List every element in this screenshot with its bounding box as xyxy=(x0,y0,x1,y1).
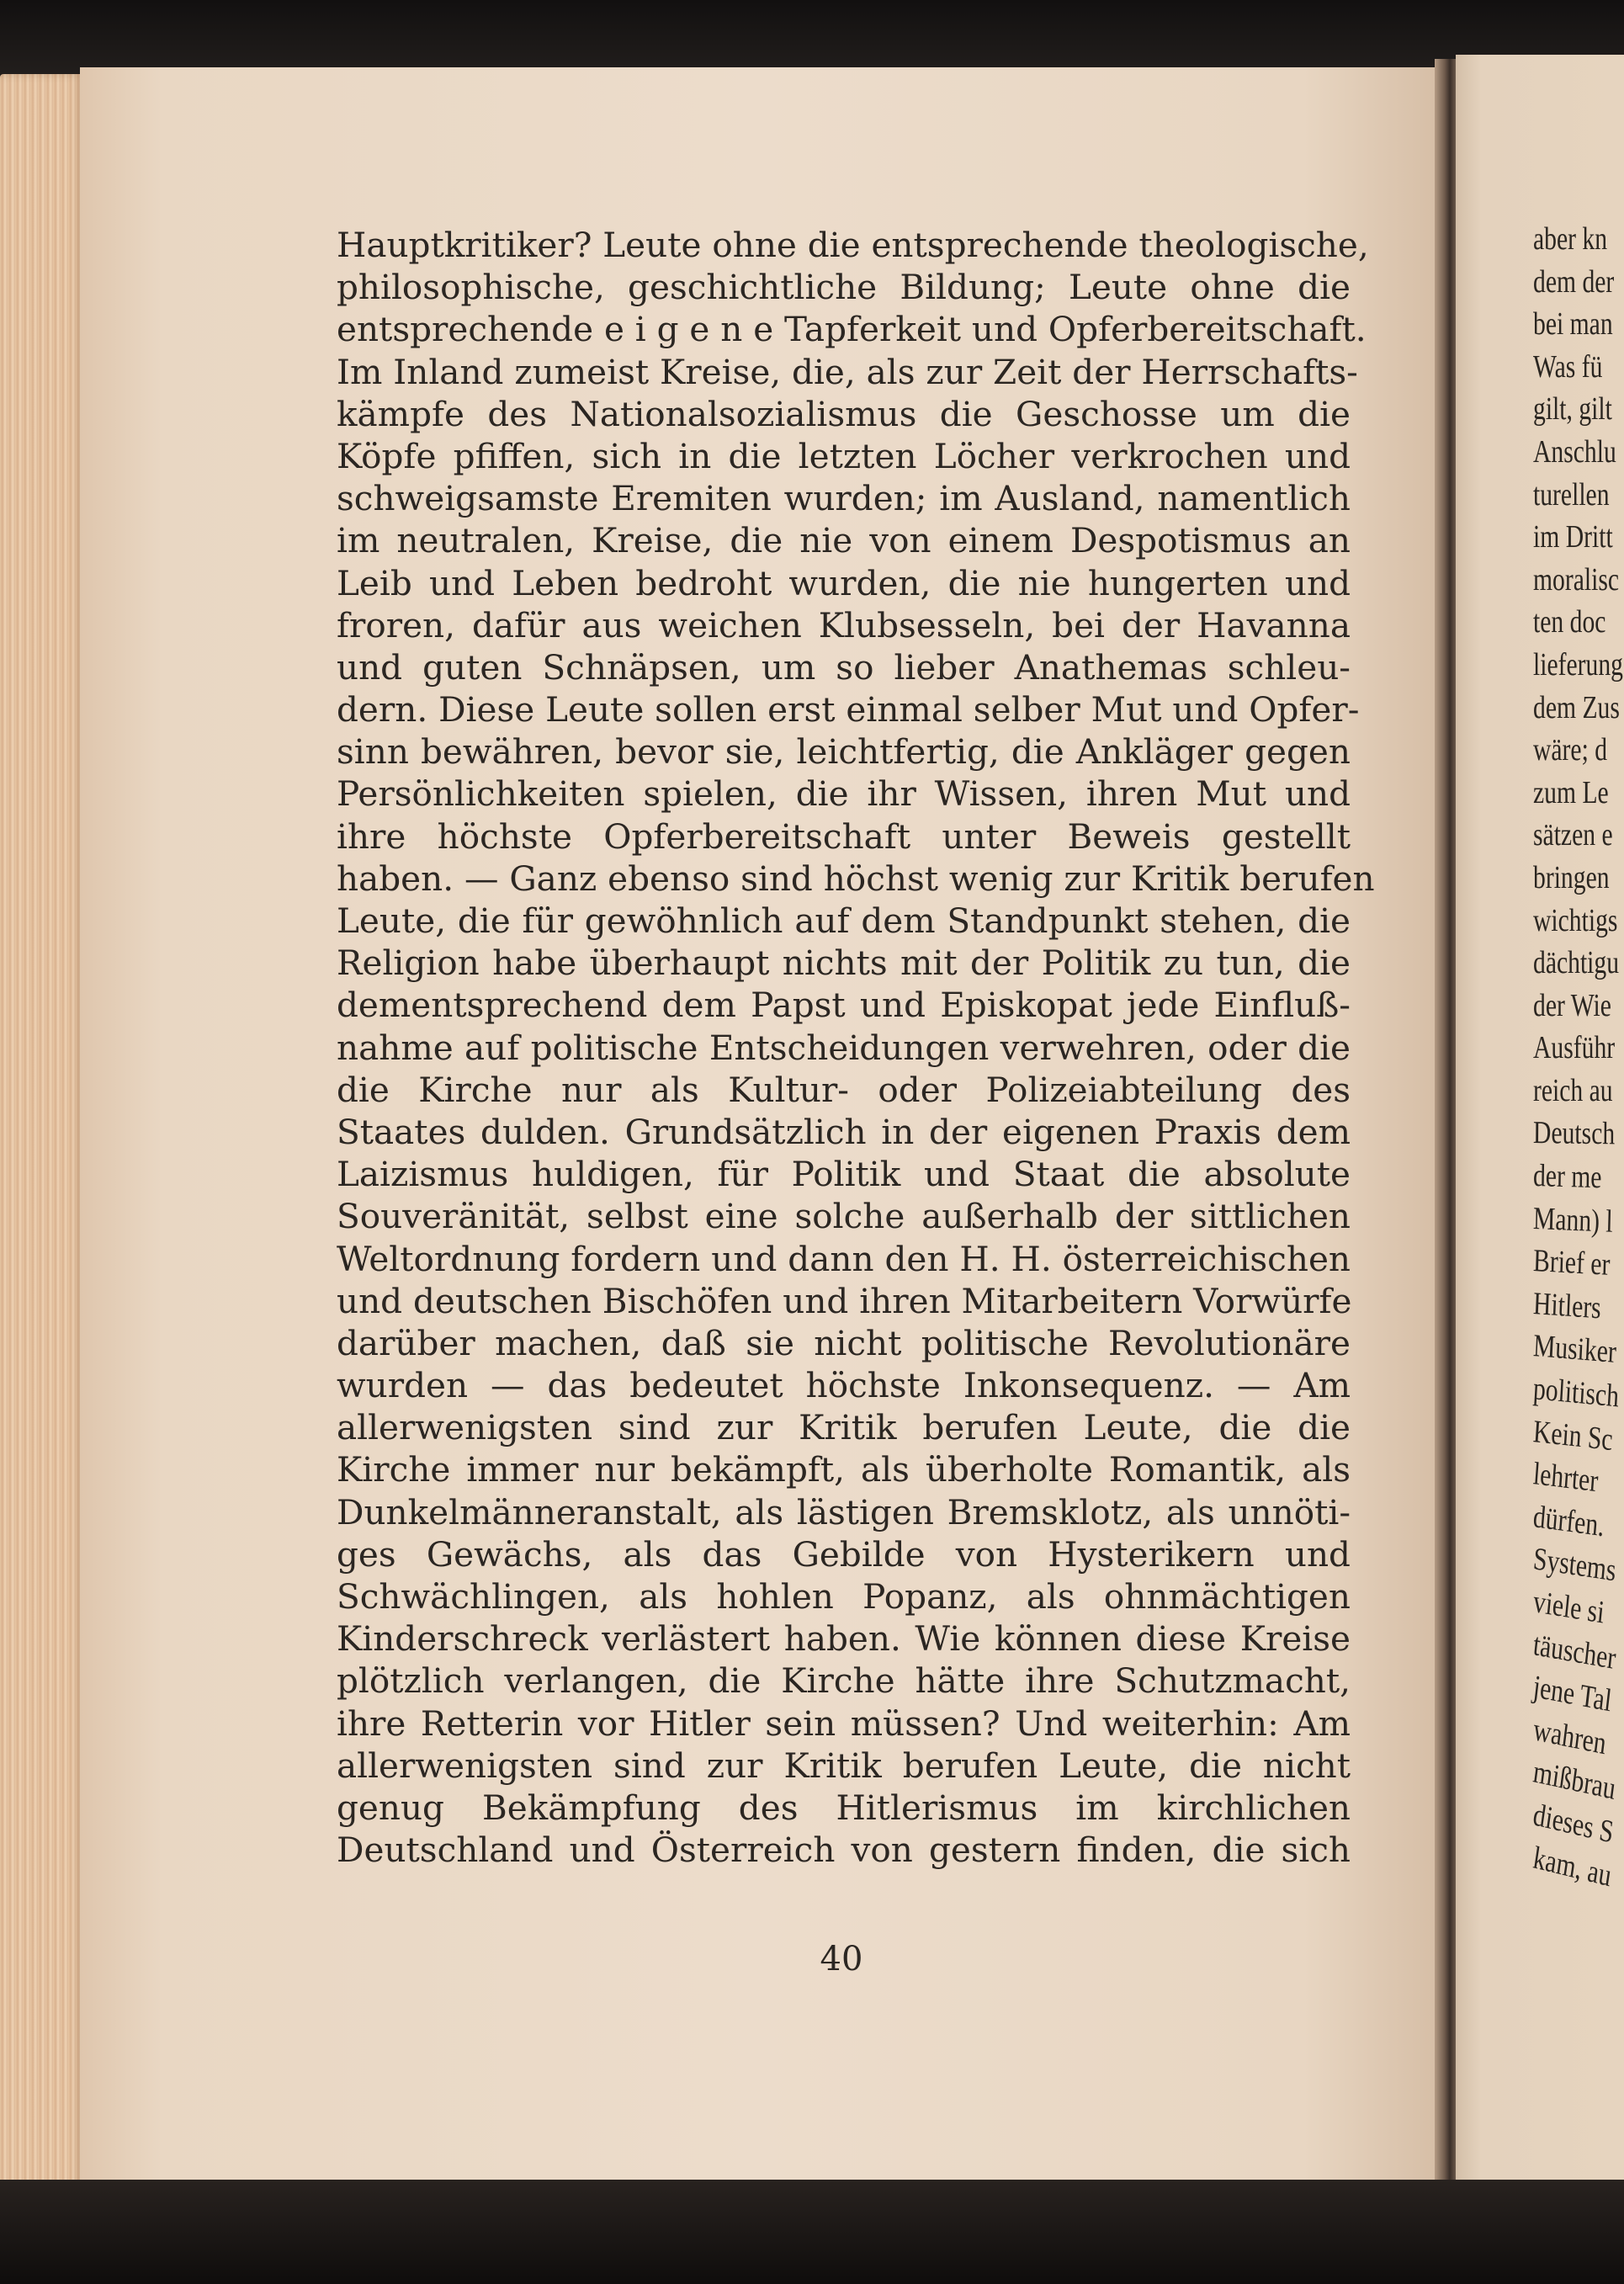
text-line: darüber machen, daß sie nicht politische Revolutionäre xyxy=(337,1322,1351,1363)
text-line: Staates dulden. Grundsätzlich in der eigenen Praxis dem xyxy=(337,1111,1351,1152)
facing-text-line: kam, au xyxy=(1531,1839,1614,1894)
facing-text-line: Systems xyxy=(1531,1541,1618,1589)
text-line: und guten Schnäpsen, um so lieber Anathemas schleu- xyxy=(337,646,1351,688)
text-line: wurden — das bedeutet höchste Inkonsequenz. — Am xyxy=(337,1365,1351,1406)
text-line: genug Bekämpfung des Hitlerismus im kirchlichen xyxy=(337,1787,1351,1828)
facing-text-line: reich au xyxy=(1533,1072,1613,1108)
text-line: Persönlichkeiten spielen, die ihr Wissen, ihren Mut und xyxy=(337,773,1351,815)
facing-text-line: der Wie xyxy=(1533,987,1611,1023)
text-line: nahme auf politische Entscheidungen verwehren, oder die xyxy=(337,1027,1351,1068)
page-number: 40 xyxy=(820,1940,863,1979)
facing-text-line: Ausführ xyxy=(1533,1030,1616,1066)
facing-text-line: Brief er xyxy=(1532,1243,1611,1283)
facing-text-line: lehrter xyxy=(1531,1456,1600,1500)
text-line: dern. Diese Leute sollen erst einmal selber Mut und Opfer- xyxy=(337,689,1360,730)
facing-text-line: Was fü xyxy=(1533,348,1603,385)
facing-text-line: dem Zus xyxy=(1533,689,1620,725)
facing-text-line: Mann) l xyxy=(1532,1200,1614,1240)
facing-text-line: Musiker xyxy=(1532,1328,1617,1371)
facing-text-line: viele si xyxy=(1531,1584,1606,1631)
text-line: froren, dafür aus weichen Klubsesseln, bei der Havanna xyxy=(337,604,1351,645)
text-line: ihre höchste Opferbereitschaft unter Beweis gestellt xyxy=(337,815,1351,857)
facing-text-line: ten doc xyxy=(1533,604,1606,640)
text-line: im neutralen, Kreise, die nie von einem Despotismus an xyxy=(337,520,1351,561)
facing-text-line: gilt, gilt xyxy=(1533,391,1612,428)
text-line: Köpfe pfiffen, sich in die letzten Löcher verkrochen und xyxy=(337,435,1351,476)
facing-text-line: wäre; d xyxy=(1533,732,1608,768)
facing-text-line: aber kn xyxy=(1533,221,1608,257)
facing-text-line: wahren xyxy=(1531,1712,1609,1762)
text-line: Kirche immer nur bekämpft, als überholte Romantik, als xyxy=(337,1449,1351,1490)
facing-text-line: wichtigs xyxy=(1533,902,1618,938)
facing-page-text xyxy=(1531,220,1624,1894)
text-line: ges Gewächs, als das Gebilde von Hysterikern und xyxy=(337,1533,1351,1575)
bottom-shadow xyxy=(0,2180,1624,2284)
text-line: schweigsamste Eremiten wurden; im Ausland, namentlich xyxy=(337,478,1351,519)
page-edges xyxy=(0,74,84,2203)
text-line: Schwächlingen, als hohlen Popanz, als ohnmächtigen xyxy=(337,1576,1351,1617)
text-line: allerwenigsten sind zur Kritik berufen Leute, die nicht xyxy=(337,1745,1351,1786)
facing-text-line: Kein Sc xyxy=(1531,1413,1614,1458)
text-line: Deutschland und Österreich von gestern finden, die sich xyxy=(337,1830,1351,1871)
facing-text-line: im Dritt xyxy=(1533,519,1613,555)
text-line: plötzlich verlangen, die Kirche hätte ihre Schutzmacht, xyxy=(337,1660,1351,1702)
text-line: Souveränität, selbst eine solche außerhalb der sittlichen xyxy=(337,1196,1351,1237)
text-line: entsprechende e i g e n e Tapferkeit und Opferbereitschaft. xyxy=(337,309,1367,350)
facing-text-line: der me xyxy=(1532,1158,1602,1196)
text-line: ihre Retterin vor Hitler sein müssen? Und weiterhin: Am xyxy=(337,1702,1351,1744)
text-line: Leib und Leben bedroht wurden, die nie hungerten und xyxy=(337,562,1351,603)
facing-text-line: turellen xyxy=(1533,476,1610,513)
text-line: Laizismus huldigen, für Politik und Staat die absolute xyxy=(337,1154,1351,1195)
facing-text-line: Anschlu xyxy=(1533,433,1616,470)
text-line: allerwenigsten sind zur Kritik berufen Leute, die die xyxy=(337,1407,1351,1448)
facing-text-line: dieses S xyxy=(1531,1797,1616,1851)
facing-text-line: lieferung xyxy=(1533,646,1623,683)
text-line: Hauptkritiker? Leute ohne die entsprechende theologische, xyxy=(337,225,1369,265)
facing-text-line: Hitlers xyxy=(1532,1285,1602,1326)
facing-text-line: dürfen. xyxy=(1531,1498,1606,1544)
facing-text-line: bringen xyxy=(1533,859,1610,895)
text-line: haben. — Ganz ebenso sind höchst wenig zur Kritik berufen xyxy=(337,858,1375,899)
facing-text-line: sätzen e xyxy=(1533,817,1613,853)
text-line: Im Inland zumeist Kreise, die, als zur Zeit der Herrschafts- xyxy=(337,351,1358,392)
text-line: die Kirche nur als Kultur- oder Polizeiabteilung des xyxy=(337,1069,1351,1110)
facing-text-line: moralisc xyxy=(1533,561,1620,598)
text-line: Leute, die für gewöhnlich auf dem Standpunkt stehen, die xyxy=(337,900,1351,941)
facing-text-line: jene Tal xyxy=(1531,1669,1614,1719)
facing-text-line: Deutsch xyxy=(1532,1115,1616,1152)
text-line: dementsprechend dem Papst und Episkopat jede Einfluß- xyxy=(337,985,1351,1026)
facing-text-line: dem der xyxy=(1533,263,1615,300)
text-line: und deutschen Bischöfen und ihren Mitarbeitern Vorwürfe xyxy=(337,1280,1352,1321)
facing-text-line: zum Le xyxy=(1533,774,1609,810)
facing-text-line: täuscher xyxy=(1531,1626,1618,1676)
text-line: kämpfe des Nationalsozialismus die Geschosse um die xyxy=(337,393,1351,434)
facing-text-line: bei man xyxy=(1533,306,1613,343)
facing-text-line: politisch xyxy=(1531,1371,1621,1415)
text-line: Dunkelmänneranstalt, als lästigen Bremsklotz, als unnöti- xyxy=(337,1491,1351,1532)
text-line: Weltordnung fordern und dann den H. H. österreichischen xyxy=(337,1238,1351,1279)
text-line: philosophische, geschichtliche Bildung; Leute ohne die xyxy=(337,267,1351,308)
facing-text-line: mißbrau xyxy=(1531,1754,1618,1808)
text-line: Religion habe überhaupt nichts mit der Politik zu tun, die xyxy=(337,943,1351,984)
facing-text-line: dächtigu xyxy=(1533,945,1620,981)
body-text xyxy=(337,224,1375,1871)
text-line: sinn bewähren, bevor sie, leichtfertig, die Ankläger gegen xyxy=(337,731,1351,773)
text-line: Kinderschreck verlästert haben. Wie können diese Kreise xyxy=(337,1618,1351,1660)
